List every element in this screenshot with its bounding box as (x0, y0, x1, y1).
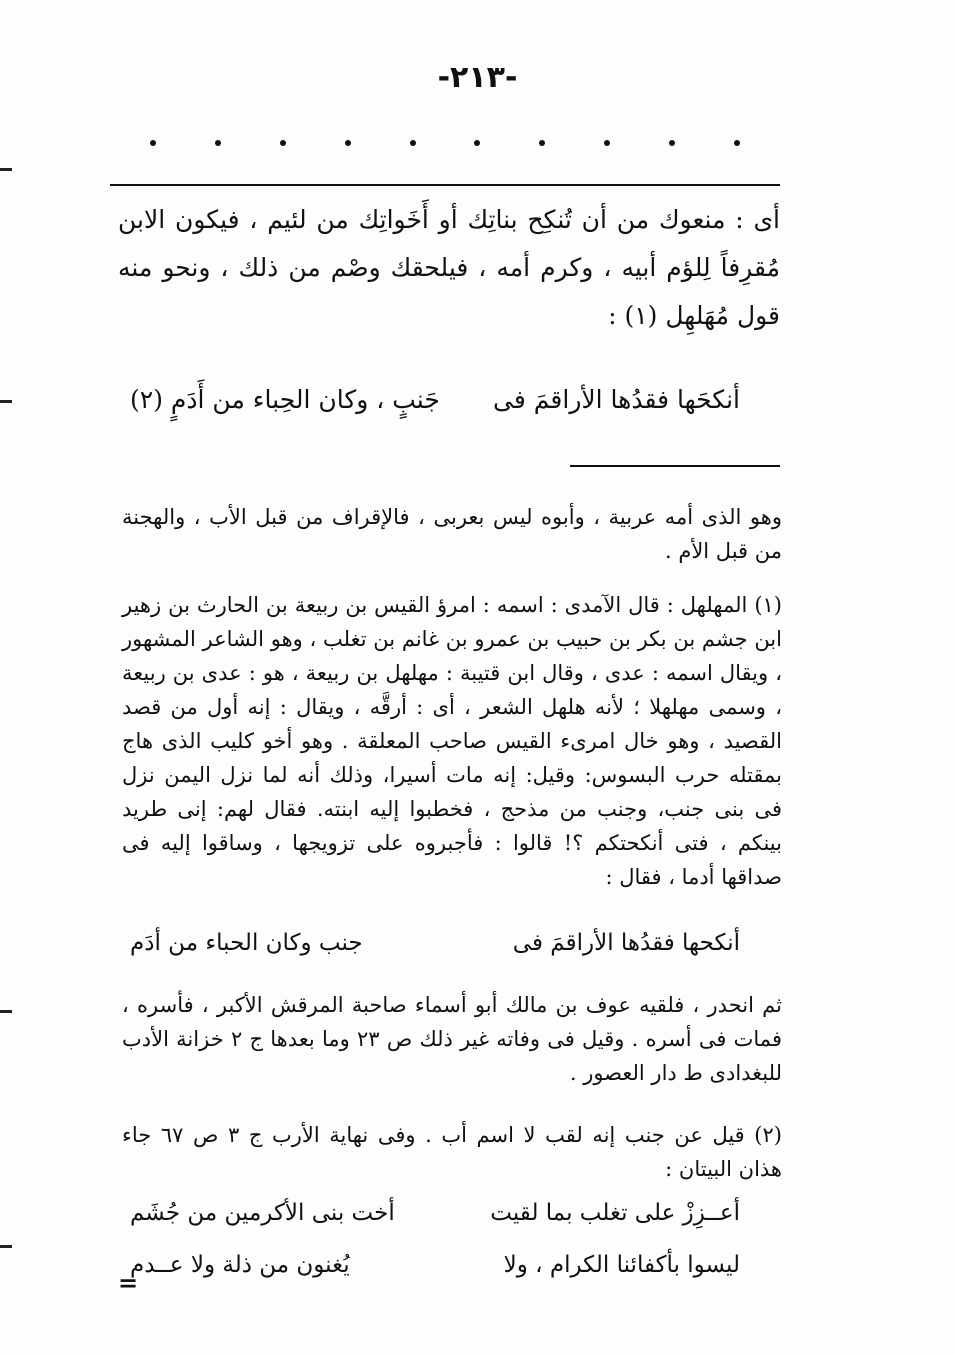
top-rule (110, 184, 780, 186)
verse-first-hemistich: أنكحها فقدُها الأراقمَ فى (512, 930, 740, 956)
margin-mark (0, 168, 12, 171)
separator-dot (734, 140, 740, 146)
separator-dot (280, 140, 286, 146)
verse-first-hemistich: ليسوا بأكفائنا الكرام ، ولا (503, 1252, 740, 1278)
footnote-rule (570, 465, 780, 467)
page-number: -٢١٣- (437, 60, 518, 95)
margin-mark (0, 1010, 12, 1013)
verse-second-hemistich: يُغنون من ذلة ولا عــدم (130, 1252, 350, 1278)
separator-dot (345, 140, 351, 146)
verse-second-hemistich: جنب وكان الحباء من أدَم (130, 930, 363, 956)
footnote-1: (١) المهلهل : قال الآمدى : اسمه : امرؤ القيس بن ربيعة بن الحارث بن زهير ابن جشم بن بكر بن حبيب بن عمرو بن غانم بن تغلب ، وهو الشاعر المشهور ، ويقال اسمه : عدى ، وقال ابن قتيبة : مهلهل بن ربيعة ، هو : عدى بن ربيعة ، وسمى مهلهلا ؛ لأنه هلهل الشعر ، أى : أرقَّه ، ويقال : إنه أول من قصد القصيد ، وهو خال امرىء القيس صاحب المعلقة . وهو أخو كليب الذى هاج بمقتله حرب البسوس: وقيل: إنه مات أسيرا، وذلك أنه لما نزل اليمن نزل فى بنى جنب، وجنب من مذحج ، فخطبوا إليه ابنته. فقال لهم: إنى طريد بينكم ، فتى أنكحتكم ؟! قالوا : فأجبروه على تزويجها ، وساقوا إليه فى صداقها أدما ، فقال : (122, 593, 782, 889)
verse-second-hemistich: جَنبٍ ، وكان الحِباء من أَدَمٍ (٢) (130, 385, 440, 414)
main-paragraph: أى : منعوك من أن تُنكِح بناتِك أو أَخَواتِك من لئيم ، فيكون الابن مُقرِفاً لِلؤم أبيه ، وكرم أمه ، فيلحقك وصْم من ذلك ، ونحو منه قول مُهَلهِل (١) : (118, 205, 780, 330)
footnote-1-ending: ثم انحدر ، فلقيه عوف بن مالك أبو أسماء صاحبة المرقش الأكبر ، فأسره ، فمات فى أسره . وقيل فى وفاته غير ذلك ص ٢٣ وما بعدها ج ٢ خزانة الأدب للبغدادى ط دار العصور . (122, 993, 782, 1085)
separator-dot (604, 140, 610, 146)
footnote-continuation: وهو الذى أمه عربية ، وأبوه ليس بعربى ، فالإقراف من قبل الأب ، والهجنة من قبل الأم . (122, 505, 782, 563)
margin-mark (0, 1245, 12, 1248)
verse-second-hemistich: أخت بنى الأكرمين من جُشَم (130, 1200, 395, 1226)
footnote-2: (٢) قيل عن جنب إنه لقب لا اسم أب . وفى نهاية الأرب ج ٣ ص ٦٧ جاء هذان البيتان : (122, 1123, 782, 1181)
footnote-2-verse-2 (130, 1252, 740, 1278)
separator-dot (150, 140, 156, 146)
separator-dots (150, 140, 740, 146)
separator-dot (539, 140, 545, 146)
footnote-1-verse (130, 930, 740, 956)
verse-first-hemistich: أعــزِزْ على تغلب بما لقيت (490, 1200, 740, 1226)
footnote-2-verse-1 (130, 1200, 740, 1226)
continuation-mark: = (118, 1268, 139, 1297)
separator-dot (474, 140, 480, 146)
margin-mark (0, 400, 12, 403)
verse-first-hemistich: أنكحَها فقدُها الأراقمَ فى (493, 385, 740, 414)
separator-dot (410, 140, 416, 146)
separator-dot (215, 140, 221, 146)
separator-dot (669, 140, 675, 146)
main-verse (130, 385, 740, 414)
